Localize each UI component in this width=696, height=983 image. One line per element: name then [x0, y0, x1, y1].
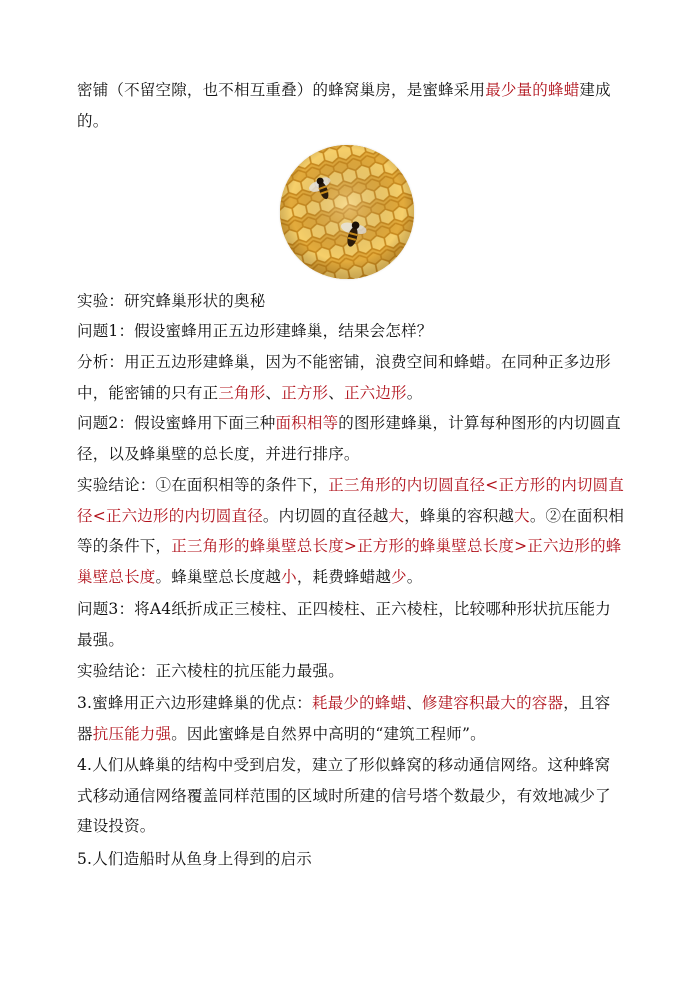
conclusion-highlight: 正三角形的内切圆直径<正方形的内切圆直径<正六边形的内切圆直径 — [77, 476, 624, 525]
point3-highlight: 耗最少的蜂蜡 — [312, 694, 407, 712]
point3-highlight: 抗压能力强 — [92, 724, 172, 743]
experiment-title: 实验：研究蜂巢形状的奥秘 — [77, 292, 266, 310]
conclusion-text: 。②在面积相等的条件下， — [77, 506, 625, 555]
point-4: 4.人们从蜂巢的结构中受到启发，建立了形似蜂窝的移动通信网络。这种蜂窝式移动通信网络覆盖同样范围的区域时所建的信号塔个数最少，有效地减少了建设投资。 — [77, 756, 611, 835]
point3-separator: 、 — [406, 694, 422, 712]
conclusion-1 — [77, 470, 625, 592]
analysis-text: 分析：用正五边形建蜂巢，因为不能密铺，浪费空间和蜂蜡。在同种正多边形中，能密铺的只有正 — [77, 353, 611, 402]
analysis-highlight-triangle: 三角形 — [218, 383, 266, 402]
conclusion-text: 。内切圆的直径越 — [262, 506, 389, 525]
conclusion-highlight: 大 — [514, 506, 530, 525]
point-5: 5.人们造船时从鱼身上得到的启示 — [77, 850, 312, 868]
intro-highlight: 最少量的蜂蜡 — [485, 81, 580, 99]
analysis-highlight-square: 正方形 — [281, 383, 329, 402]
honeycomb-illustration — [280, 145, 414, 279]
honeycomb-bees-photo — [280, 145, 414, 279]
q2-text-end: 的图形建蜂巢，计算每种图形的内切圆直径，以及蜂巢壁的总长度，并进行排序。 — [77, 414, 621, 463]
conclusion-highlight: 小 — [281, 567, 297, 586]
analysis-separator: 、 — [265, 383, 282, 402]
conclusion-text: 。蜂巢壁总长度越 — [155, 567, 282, 586]
question-1: 问题1：假设蜜蜂用正五边形建蜂巢，结果会怎样？ — [77, 322, 433, 340]
conclusion-text: ，蜂巢的容积越 — [404, 506, 515, 525]
conclusion-text: 。 — [406, 567, 423, 586]
point3-text: 3.蜜蜂用正六边形建蜂巢的优点： — [77, 694, 312, 712]
conclusion-text: ，耗费蜂蜡越 — [296, 567, 392, 586]
conclusion-highlight: 正三角形的蜂巢壁总长度>正方形的蜂巢壁总长度>正六边形的蜂巢壁总长度 — [77, 537, 622, 586]
intro-text: 密铺（不留空隙，也不相互重叠）的蜂窝巢房，是蜜蜂采用 — [77, 81, 486, 99]
conclusion-highlight: 少 — [391, 567, 407, 586]
conclusion-text: 实验结论：①在面积相等的条件下， — [77, 476, 329, 494]
conclusion-2: 实验结论：正六棱柱的抗压能力最强。 — [77, 662, 344, 680]
point3-text: ，且容器 — [77, 694, 611, 743]
analysis-highlight-hexagon: 正六边形 — [343, 383, 407, 402]
point3-text-end: 。因此蜜蜂是自然界中高明的“建筑工程师”。 — [171, 724, 486, 743]
analysis-paragraph — [77, 347, 625, 408]
conclusion-highlight: 大 — [388, 506, 405, 525]
question-3: 问题3：将A4纸折成正三棱柱、正四棱柱、正六棱柱，比较哪种形状抗压能力最强。 — [77, 600, 611, 649]
analysis-separator: 、 — [328, 383, 344, 402]
intro-paragraph — [77, 75, 625, 136]
point3-highlight: 修建容积最大的容器 — [421, 694, 564, 712]
point-3 — [77, 688, 625, 749]
analysis-end: 。 — [406, 383, 423, 402]
intro-text-end: 建成的。 — [77, 81, 611, 130]
q2-text: 问题2：假设蜜蜂用下面三种 — [77, 414, 276, 432]
question-2 — [77, 408, 625, 469]
q2-highlight: 面积相等 — [275, 414, 339, 432]
